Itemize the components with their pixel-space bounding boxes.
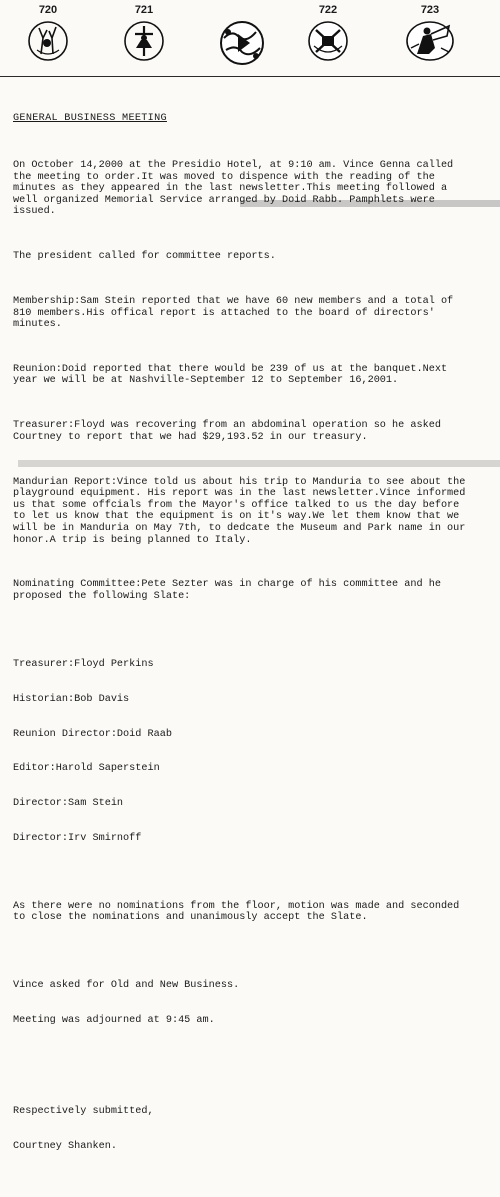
emblem-number: 720 bbox=[38, 4, 58, 16]
emblem-number: 723 bbox=[420, 4, 440, 16]
treasurer-report: Treasurer:Floyd was recovering from an abdominal operation so he asked Courtney to report that we had $29,193.52 in our treasury. bbox=[13, 420, 441, 443]
nominations-closed: As there were no nominations from the floor, motion was made and seconded to close the nominations and unanimously accept the Slate. bbox=[13, 900, 460, 924]
meeting-minutes bbox=[13, 90, 493, 1197]
mandurian-report: Mandurian Report:Vince told us about his trip to Manduria to see about the playground equipment. His report was in the last newsletter.Vince informed us that some offcials from the Mayor's office talked to us the day before to let us know that the equipment is on it's way.We let them know that we will be in Manduria on May 7th, to dedcate the Museum and Park name in our honor.A trip is being planned to Italy. bbox=[13, 476, 466, 546]
reunion-report: Reunion:Doid reported that there would be 239 of us at the banquet.Next year we will be at Nashville-September 12 to September 16,2001. bbox=[13, 363, 448, 387]
cross-bearer-icon bbox=[123, 18, 165, 62]
emblem-globe bbox=[212, 4, 272, 66]
nominating-report: Nominating Committee:Pete Sezter was in charge of his committee and he proposed the following Slate: bbox=[13, 579, 441, 602]
adjourned: Meeting was adjourned at 9:45 am. bbox=[13, 1015, 215, 1027]
closing: Respectively submitted, bbox=[13, 1106, 154, 1118]
intro-paragraph: On October 14,2000 at the Presidio Hotel, at 9:10 am. Vince Genna called the meeting to order.It was moved to dispence with the reading of the minutes as they appeared in the last newsletter.This meeting followed a well organized Memorial Service arranged by Doid Rabb. Pamphlets were issued. bbox=[13, 159, 454, 218]
emblem-number bbox=[212, 4, 272, 18]
signature: Courtney Shanken. bbox=[13, 1141, 117, 1153]
slate-item: Reunion Director:Doid Raab bbox=[13, 728, 172, 740]
header-rule bbox=[0, 76, 500, 77]
document-heading: GENERAL BUSINESS MEETING bbox=[13, 113, 167, 125]
slate-item: Treasurer:Floyd Perkins bbox=[13, 658, 154, 670]
crossed-rifles-icon bbox=[306, 18, 350, 62]
emblem-722 bbox=[298, 4, 358, 62]
signature-block bbox=[13, 1083, 493, 1176]
slate-item: Historian:Bob Davis bbox=[13, 693, 130, 705]
business-block bbox=[13, 957, 493, 1050]
membership-report: Membership:Sam Stein reported that we have 60 new members and a total of 810 members.His offical report is attached to the board of directors' minutes. bbox=[13, 295, 454, 331]
emblem-723 bbox=[400, 4, 460, 62]
emblem-number: 722 bbox=[318, 4, 338, 16]
film-reel-globe-icon bbox=[216, 18, 268, 66]
hands-raised-icon bbox=[27, 18, 69, 62]
slate-item: Director:Sam Stein bbox=[13, 798, 124, 810]
emblem-720 bbox=[18, 4, 78, 62]
slate-list bbox=[13, 636, 493, 868]
committee-call: The president called for committee reports. bbox=[13, 251, 276, 263]
old-new-business: Vince asked for Old and New Business. bbox=[13, 980, 240, 992]
emblem-row bbox=[0, 0, 500, 72]
emblem-721 bbox=[114, 4, 174, 62]
emblem-number: 721 bbox=[134, 4, 154, 16]
soldier-banner-icon bbox=[403, 18, 457, 62]
slate-item: Editor:Harold Saperstein bbox=[13, 763, 160, 775]
slate-item: Director:Irv Smirnoff bbox=[13, 832, 142, 844]
